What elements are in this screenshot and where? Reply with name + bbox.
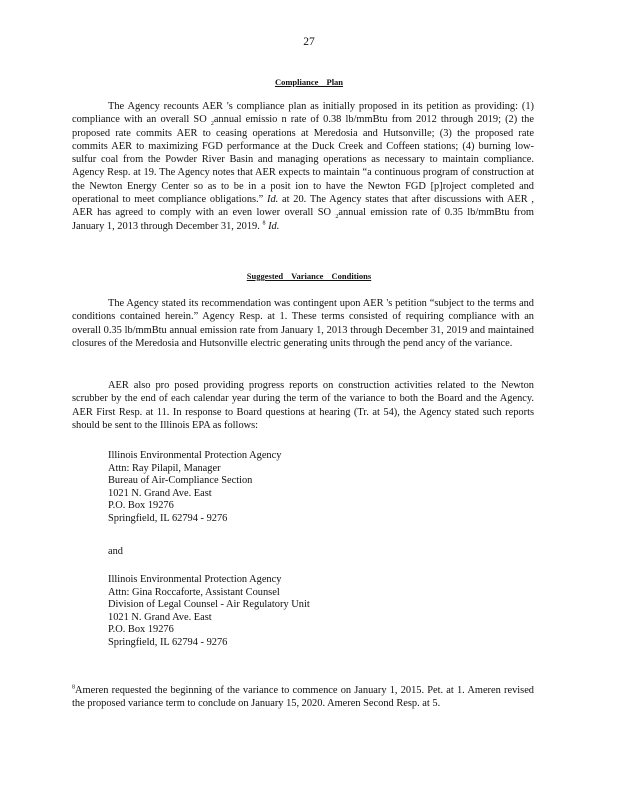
page-number: 27 (303, 36, 315, 48)
paragraph-text: annual emissio n rate of 0.38 lb/mmBtu from 2012 through 2019; (2) the proposed rate commits AER to ceasing operations at Meredosia and Hutsonville; (3) the proposed rate commits AER to maximizing FGD performance at the Duck Creek and Coffeen stations; (4) burning low-sulfur coal from the Powder River Basin and managing operations as necessary to maintain compliance. Agency Resp. at 19. The Agency notes that AER expects to maintain “a continuous program of construction at the Newton Energy Center so as to be in a posit ion to have the Newton FGD [p]roject completed and operational to meet compliance obligations.” (72, 114, 534, 206)
address-line: P.O. Box 19276 (108, 624, 174, 636)
subscript: 2 (210, 121, 214, 128)
subscript: 2 (335, 214, 339, 221)
heading-suggested-variance-conditions: Suggested Variance Conditions (246, 271, 372, 281)
address-line: Springfield, IL 62794 - 9276 (108, 512, 228, 524)
paragraph-progress-reports (72, 379, 534, 432)
address-line: Bureau of Air-Compliance Section (108, 475, 253, 487)
address-connector: and (108, 546, 124, 557)
address-block-legal (108, 574, 428, 650)
address-line: 1021 N. Grand Ave. East (108, 611, 212, 623)
footnote (72, 684, 534, 711)
paragraph-variance-conditions (72, 297, 534, 350)
footnote-marker: 8 (72, 684, 75, 691)
address-block-compliance (108, 450, 428, 526)
paragraph-text: at 20. The Agency states that after discussions with AER , AER has agreed to comply with an even lower overall SO (72, 194, 534, 219)
paragraph-text: The Agency recounts AER 's compliance plan as initially proposed in its petition as providing: (1) compliance with an overall SO (72, 101, 534, 126)
citation-id: Id. (268, 220, 280, 232)
citation-id: Id. (267, 194, 279, 206)
address-line: Illinois Environmental Protection Agency (108, 574, 282, 585)
address-line: Attn: Ray Pilapil, Manager (108, 462, 221, 474)
footnote-text: Ameren requested the beginning of the variance to commence on January 1, 2015. Pet. at 1. Ameren revised the proposed variance term to conclude on January 15, 2020. Ameren Second Resp. at 5. (72, 685, 534, 710)
heading-compliance-plan: Compliance Plan (274, 77, 344, 87)
address-line: Illinois Environmental Protection Agency (108, 450, 282, 461)
paragraph-text: annual emission rate of 0.35 lb/mmBtu from January 1, 2013 through December 31, 2019. (72, 207, 534, 232)
address-line: 1021 N. Grand Ave. East (108, 487, 212, 499)
address-line: P.O. Box 19276 (108, 500, 174, 512)
paragraph-compliance-plan (72, 100, 534, 233)
address-line: Division of Legal Counsel - Air Regulatory Unit (108, 599, 310, 611)
paragraph-text: The Agency stated its recommendation was contingent upon AER 's petition “subject to the terms and conditions contained herein.” Agency Resp. at 1. These terms consisted of requiring compliance with an overall 0.35 lb/mmBtu annual emission rate from January 1, 2013 through December 31, 2019 and maintained closures of the Meredosia and Hutsonville electric generating units through the pend ancy of the variance. (72, 298, 534, 349)
footnote-reference: 8 (262, 220, 266, 227)
address-line: Springfield, IL 62794 - 9276 (108, 636, 228, 648)
address-line: Attn: Gina Roccaforte, Assistant Counsel (108, 586, 280, 598)
paragraph-text: AER also pro posed providing progress reports on construction activities related to the Newton scrubber by the end of each calendar year during the term of the variance to both the Board and the Agency. AER First Resp. at 11. In response to Board questions at hearing (Tr. at 54), the Agency stated such reports should be sent to the Illinois EPA as follows: (72, 380, 534, 431)
